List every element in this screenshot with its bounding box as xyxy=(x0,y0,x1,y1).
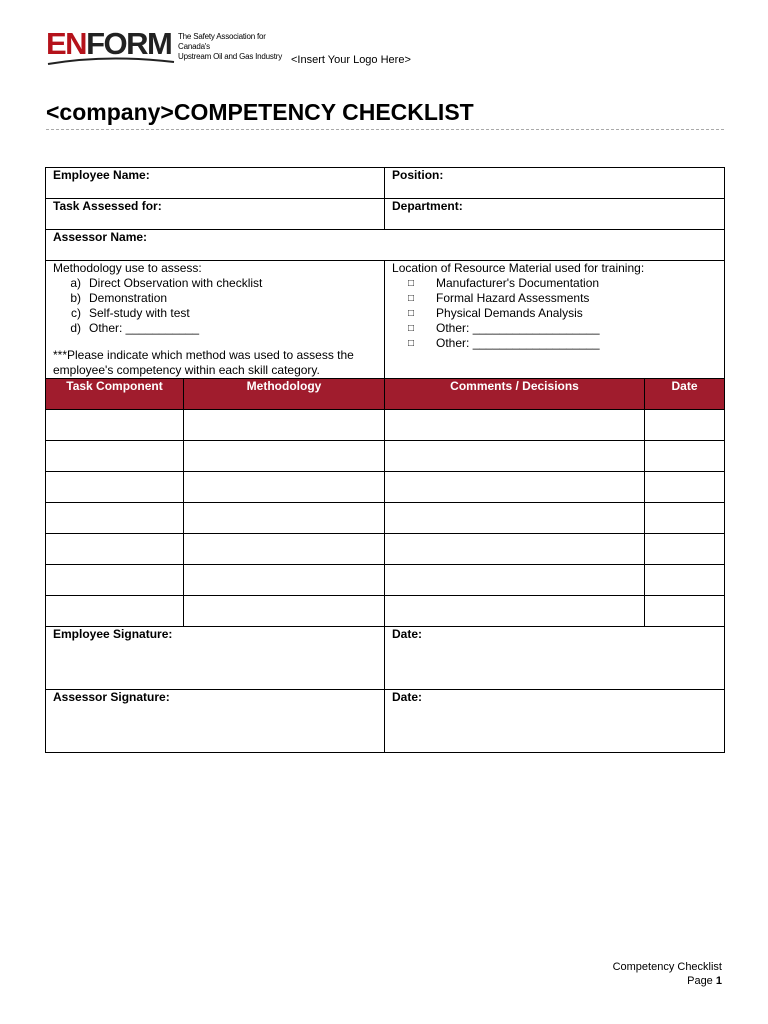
table-cell[interactable] xyxy=(645,503,725,534)
methodology-list xyxy=(53,276,377,336)
table-cell[interactable] xyxy=(645,565,725,596)
enform-logo xyxy=(46,26,296,68)
table-cell[interactable] xyxy=(184,503,385,534)
logo-tagline-line-2: Upstream Oil and Gas Industry xyxy=(178,52,283,61)
assessor-signature-date-field[interactable]: Date: xyxy=(385,690,725,753)
methodology-note: ***Please indicate which method was used to assess the employee's competency within each skill category. xyxy=(53,348,354,377)
table-cell[interactable] xyxy=(184,596,385,627)
table-cell[interactable] xyxy=(385,472,645,503)
list-text: Manufacturer's Documentation xyxy=(436,276,600,290)
table-row xyxy=(46,441,725,472)
table-row xyxy=(46,503,725,534)
footer-page xyxy=(613,974,722,988)
list-item xyxy=(392,336,717,351)
table-cell[interactable] xyxy=(184,410,385,441)
list-item xyxy=(53,321,377,336)
title-divider xyxy=(46,129,724,130)
resources-box xyxy=(385,261,725,379)
table-row xyxy=(46,534,725,565)
methodology-heading: Methodology use to assess: xyxy=(53,261,202,275)
table-cell[interactable] xyxy=(184,472,385,503)
column-header-comments: Comments / Decisions xyxy=(385,379,645,410)
table-cell[interactable] xyxy=(385,565,645,596)
department-field[interactable]: Department: xyxy=(385,199,725,230)
list-text: Other: ___________________ xyxy=(436,321,600,335)
employee-signature-date-field[interactable]: Date: xyxy=(385,627,725,690)
logo-tagline xyxy=(178,32,296,62)
list-text: Physical Demands Analysis xyxy=(436,306,583,320)
resources-list xyxy=(392,276,717,351)
list-item xyxy=(392,321,717,336)
list-text: Self-study with test xyxy=(89,306,190,320)
assessor-name-field[interactable]: Assessor Name: xyxy=(46,230,725,261)
table-cell[interactable] xyxy=(385,410,645,441)
table-cell[interactable] xyxy=(645,596,725,627)
table-cell[interactable] xyxy=(385,441,645,472)
list-text: Demonstration xyxy=(89,291,168,305)
list-item xyxy=(392,306,717,321)
list-marker: d) xyxy=(70,321,81,335)
page-title: <company>COMPETENCY CHECKLIST xyxy=(46,99,474,125)
table-cell[interactable] xyxy=(645,472,725,503)
table-row xyxy=(46,472,725,503)
footer-page-number: 1 xyxy=(715,975,722,987)
checkbox-icon[interactable]: □ xyxy=(407,278,415,289)
list-text: Other: ___________________ xyxy=(436,336,600,350)
checkbox-icon[interactable]: □ xyxy=(407,308,415,319)
logo-en: EN xyxy=(46,26,87,61)
employee-signature-field[interactable]: Employee Signature: xyxy=(46,627,385,690)
task-assessed-field[interactable]: Task Assessed for: xyxy=(46,199,385,230)
table-cell[interactable] xyxy=(645,410,725,441)
table-row xyxy=(46,565,725,596)
list-marker: a) xyxy=(70,276,81,290)
table-cell[interactable] xyxy=(46,472,184,503)
logo-tagline-line-1: The Safety Association for Canada's xyxy=(178,32,266,51)
list-item xyxy=(53,276,377,291)
table-cell[interactable] xyxy=(645,441,725,472)
table-cell[interactable] xyxy=(46,503,184,534)
list-marker: b) xyxy=(70,291,81,305)
list-text: Direct Observation with checklist xyxy=(89,276,263,290)
table-cell[interactable] xyxy=(385,596,645,627)
list-text: Other: ___________ xyxy=(89,321,200,335)
list-item xyxy=(53,291,377,306)
table-cell[interactable] xyxy=(46,410,184,441)
table-row xyxy=(46,596,725,627)
column-header-methodology: Methodology xyxy=(184,379,385,410)
column-header-task-component: Task Component xyxy=(46,379,184,410)
checkbox-icon[interactable]: □ xyxy=(407,338,415,349)
logo-placeholder: <Insert Your Logo Here> xyxy=(291,54,411,66)
table-cell[interactable] xyxy=(385,503,645,534)
footer-doc-name: Competency Checklist xyxy=(612,961,722,973)
methodology-box xyxy=(46,261,385,379)
list-marker: c) xyxy=(71,306,81,320)
table-cell[interactable] xyxy=(645,534,725,565)
checkbox-icon[interactable]: □ xyxy=(407,323,415,334)
page-footer xyxy=(613,960,722,988)
assessor-signature-field[interactable]: Assessor Signature: xyxy=(46,690,385,753)
table-cell[interactable] xyxy=(184,534,385,565)
table-cell[interactable] xyxy=(385,534,645,565)
footer-page-label: Page xyxy=(687,975,713,987)
table-cell[interactable] xyxy=(46,565,184,596)
table-cell[interactable] xyxy=(184,441,385,472)
list-item xyxy=(53,306,377,321)
logo-swoosh-icon xyxy=(46,56,176,66)
table-cell[interactable] xyxy=(46,534,184,565)
position-field[interactable]: Position: xyxy=(385,168,725,199)
table-cell[interactable] xyxy=(184,565,385,596)
competency-form-table xyxy=(45,167,725,753)
column-header-date: Date xyxy=(645,379,725,410)
resources-heading: Location of Resource Material used for training: xyxy=(392,261,645,275)
list-item xyxy=(392,276,717,291)
table-cell[interactable] xyxy=(46,441,184,472)
list-item xyxy=(392,291,717,306)
checkbox-icon[interactable]: □ xyxy=(407,293,415,304)
list-text: Formal Hazard Assessments xyxy=(436,291,590,305)
employee-name-field[interactable]: Employee Name: xyxy=(46,168,385,199)
logo-form: FORM xyxy=(86,26,172,61)
table-cell[interactable] xyxy=(46,596,184,627)
table-row xyxy=(46,410,725,441)
